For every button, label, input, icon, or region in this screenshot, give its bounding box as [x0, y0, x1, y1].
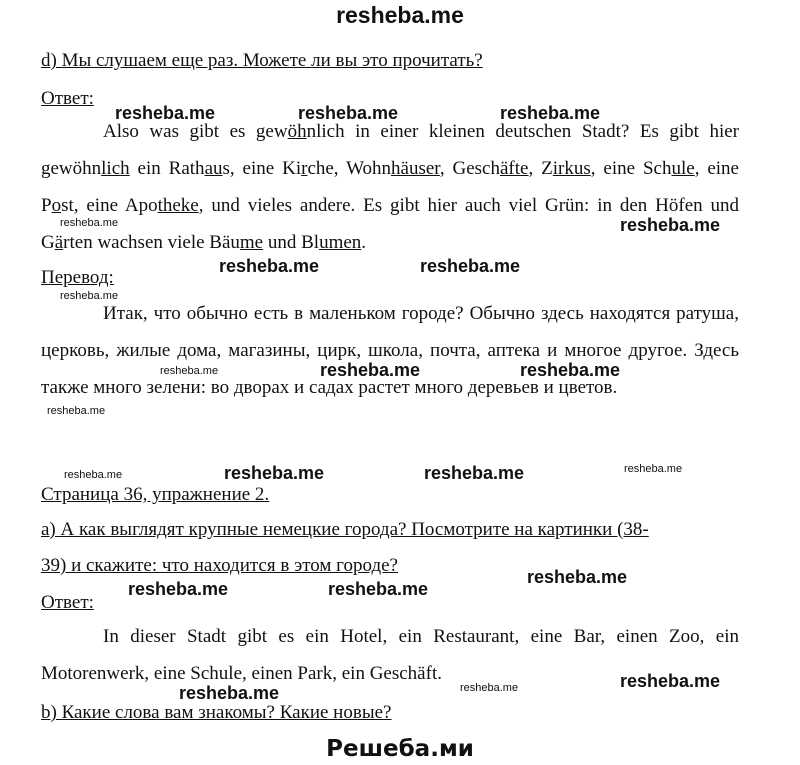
watermark: resheba.me [620, 671, 721, 691]
answer-label-d: Ответ: [41, 88, 94, 109]
watermark: resheba.me [128, 579, 229, 599]
watermark: resheba.me [224, 463, 325, 483]
watermark: resheba.me [320, 360, 421, 380]
watermark-small: resheba.me [47, 405, 106, 417]
watermark: resheba.me [219, 256, 320, 276]
german-paragraph: Also was gibt es gewöhnlich in einer kleinen deutschen Stadt? Es gibt hier gewöhnlich ein Rathaus, eine Kirche, Wohnhäuser, Geschäfte, Zirkus, eine Schule, eine Post, eine Apotheke, und vieles andere. Es gibt hier auch viel Grün: in den Höfen und Gärten wachsen viele Bäume und Blumen. [41, 121, 740, 253]
watermark-small: resheba.me [60, 290, 119, 302]
answer-text-a: In dieser Stadt gibt es ein Hotel, ein Restaurant, eine Bar, einen Zoo, ein Motorenwerk, eine Schule, einen Park, ein Geschäft. [41, 626, 739, 684]
watermark: resheba.me [115, 103, 216, 123]
watermark: resheba.me [500, 103, 601, 123]
translation-paragraph: Итак, что обычно есть в маленьком городе? Обычно здесь находятся ратуша, церковь, жилые дома, магазины, цирк, школа, почта, аптека и многое другое. Здесь также много зелени: во дворах и садах растет много деревьев и цветов. [41, 303, 739, 398]
watermark: resheba.me [179, 683, 280, 703]
watermark: resheba.me [298, 103, 399, 123]
watermark: resheba.me [520, 360, 621, 380]
watermark-small: resheba.me [624, 463, 683, 475]
answer-label-a: Ответ: [41, 592, 94, 613]
question-b: b) Какие слова вам знакомы? Какие новые? [41, 702, 392, 723]
watermark: resheba.me [424, 463, 525, 483]
site-header: resheba.me [336, 2, 464, 28]
watermark-small: resheba.me [460, 682, 519, 694]
translation-label: Перевод: [41, 267, 114, 288]
exercise-heading: Страница 36, упражнение 2. [41, 484, 270, 505]
question-a-line1: а) А как выглядят крупные немецкие города? Посмотрите на картинки (38- [41, 519, 649, 540]
watermark: resheba.me [328, 579, 429, 599]
question-a-line2: 39) и скажите: что находится в этом городе? [41, 555, 398, 576]
question-d: d) Мы слушаем еще раз. Можете ли вы это прочитать? [41, 50, 483, 71]
watermark: resheba.me [527, 567, 628, 587]
watermark-small: resheba.me [60, 217, 119, 229]
watermark: resheba.me [620, 215, 721, 235]
site-footer: Решеба.ми [326, 736, 474, 762]
watermark: resheba.me [420, 256, 521, 276]
watermark-small: resheba.me [160, 365, 219, 377]
watermark-small: resheba.me [64, 469, 123, 481]
